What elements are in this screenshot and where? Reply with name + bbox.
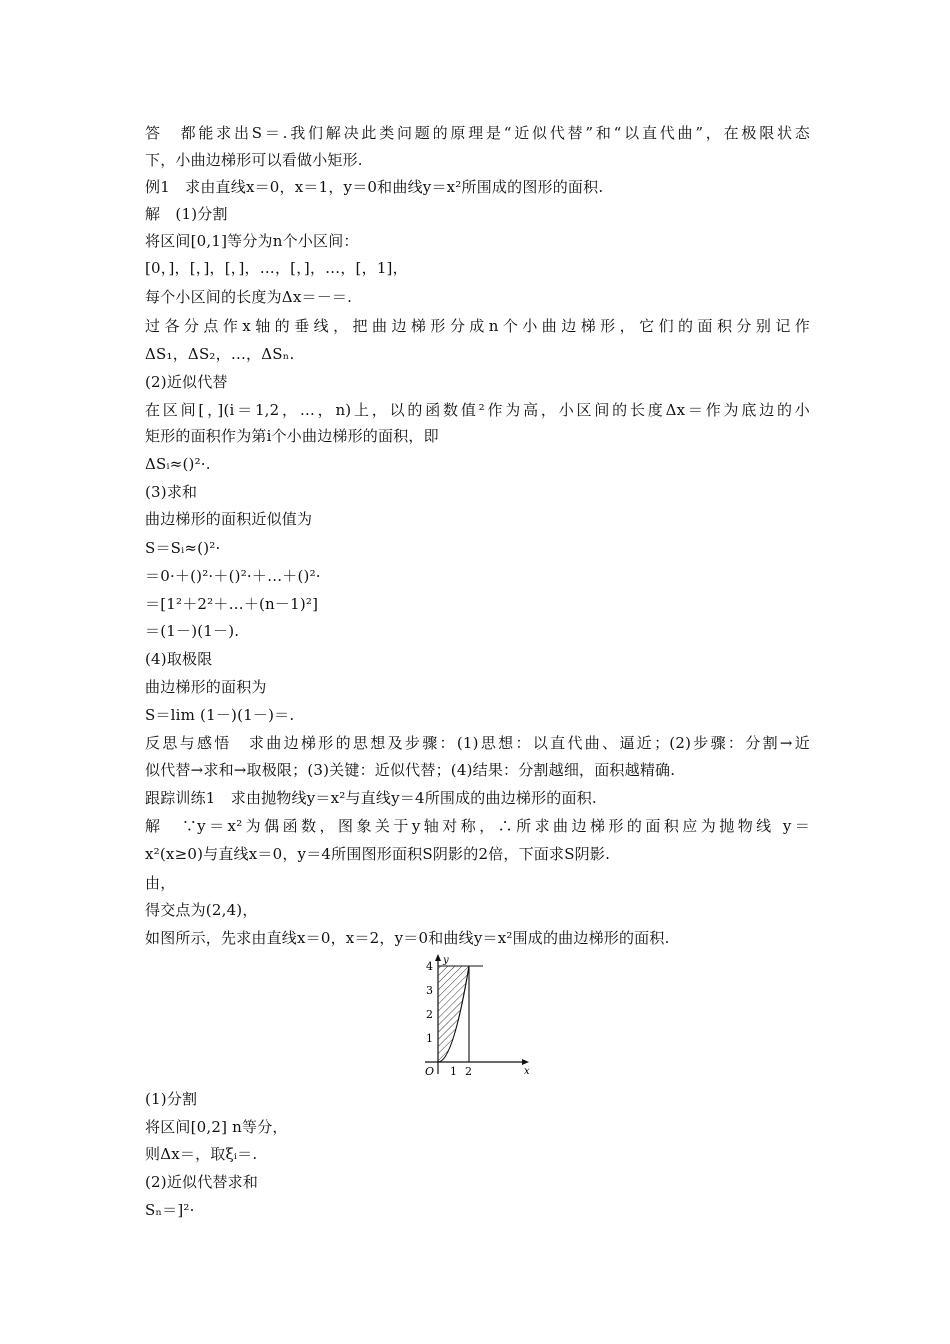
text-line: 似代替→求和→取极限；(3)关键：近似代替；(4)结果：分割越细，面积越精确. <box>145 761 676 779</box>
parabola-area-figure <box>405 952 540 1080</box>
text-line: [0，]，[，]，[，]，…，[，]，…，[，1]， <box>145 259 408 277</box>
text-line: 将区间[0,2] n等分， <box>145 1118 288 1136</box>
y-tick-label: 4 <box>426 960 433 973</box>
x-tick-label: 1 <box>450 1065 457 1078</box>
text-line: x²(x≥0)与直线x＝0，y＝4所围图形面积S阴影的2倍，下面求S阴影. <box>145 845 611 863</box>
text-line: ＝(1－)(1－). <box>145 622 240 640</box>
x-tick-label: 2 <box>465 1065 472 1078</box>
text-line: (2)近似代替求和 <box>145 1173 259 1191</box>
text-line: 下，小曲边梯形可以看做小矩形. <box>145 151 363 169</box>
text-line: (2)近似代替 <box>145 373 228 391</box>
text-line: 由， <box>145 874 176 892</box>
y-tick-label: 3 <box>426 984 433 997</box>
text-line: 得交点为(2,4)， <box>145 901 258 919</box>
text-line: 答 都能求出S＝.我们解决此类问题的原理是“近似代替”和“以直代曲”，在极限状态 <box>145 124 810 142</box>
text-line: 每个小区间的长度为Δx＝－＝. <box>145 288 353 306</box>
text-line: (3)求和 <box>145 483 198 501</box>
text-line: S＝Sᵢ≈()²· <box>145 539 221 557</box>
text-line: (1)分割 <box>145 1090 198 1108</box>
text-line: ＝[1²＋2²＋…＋(n－1)²] <box>145 595 319 613</box>
text-line: 反思与感悟 求曲边梯形的思想及步骤：(1)思想：以直代曲、逼近；(2)步骤：分割→近 <box>145 734 810 752</box>
text-line: ＝0·＋()²·＋()²·＋…＋()²· <box>145 567 321 585</box>
origin-label: O <box>425 1065 435 1078</box>
text-line: 过各分点作x轴的垂线，把曲边梯形分成n个小曲边梯形，它们的面积分别记作 <box>145 317 810 335</box>
text-line: ΔSᵢ≈()²·. <box>145 455 211 473</box>
y-axis-arrow-icon <box>435 954 441 961</box>
text-line: ΔS₁，ΔS₂，…，ΔSₙ. <box>145 345 295 363</box>
text-line: 跟踪训练1 求由抛物线y＝x²与直线y＝4所围成的曲边梯形的面积. <box>145 789 597 807</box>
text-line: 解 ∵y＝x²为偶函数，图象关于y轴对称，∴所求曲边梯形的面积应为抛物线 y＝ <box>145 817 810 835</box>
text-line: S＝lim (1－)(1－)＝. <box>145 706 295 724</box>
text-line: 将区间[0,1]等分为n个小区间： <box>145 232 359 250</box>
text-line: 则Δx＝，取ξᵢ＝. <box>145 1145 258 1163</box>
text-line: 解 (1)分割 <box>145 205 228 223</box>
x-axis-label: x <box>524 1066 530 1077</box>
text-line: 曲边梯形的面积近似值为 <box>145 510 313 528</box>
y-tick-label: 1 <box>426 1032 433 1045</box>
text-line: (4)取极限 <box>145 650 213 668</box>
text-line: 矩形的面积作为第i个小曲边梯形的面积，即 <box>145 427 439 445</box>
shaded-region <box>438 966 469 1062</box>
text-line: Sₙ＝]²· <box>145 1201 195 1219</box>
y-axis-label: y <box>443 955 449 966</box>
text-line: 如图所示，先求由直线x＝0，x＝2，y＝0和曲线y＝x²围成的曲边梯形的面积. <box>145 929 670 947</box>
text-line: 例1 求由直线x＝0，x＝1，y＝0和曲线y＝x²所围成的图形的面积. <box>145 178 604 196</box>
x-axis-arrow-icon <box>522 1059 529 1065</box>
text-line: 在区间[，](i＝1,2，…，n)上，以的函数值²作为高，小区间的长度Δx＝作为底边的小 <box>145 401 810 419</box>
text-line: 曲边梯形的面积为 <box>145 678 267 696</box>
y-tick-label: 2 <box>426 1008 433 1021</box>
